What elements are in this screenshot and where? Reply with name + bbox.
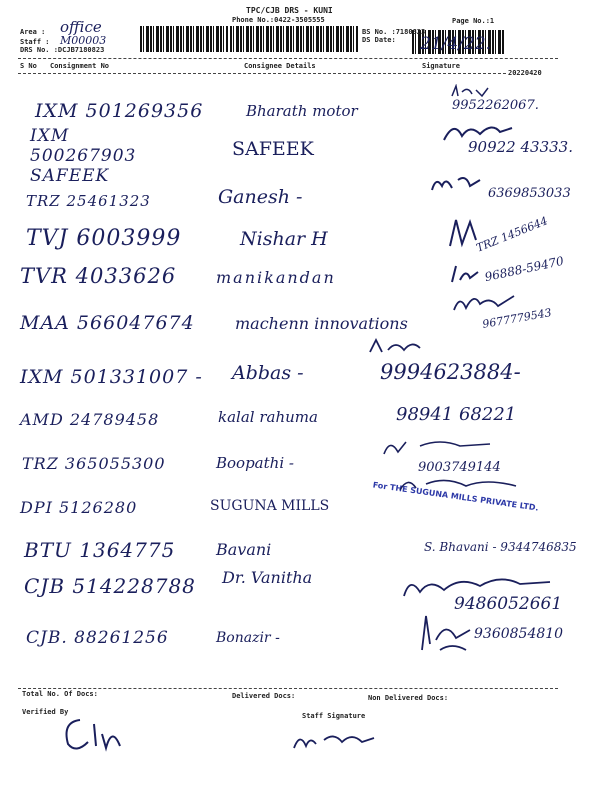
non-delivered-docs-label: Non Delivered Docs:	[368, 694, 449, 702]
signature-scribble	[366, 336, 436, 358]
barcode-middle	[230, 26, 358, 52]
consignee-name: Ganesh -	[218, 186, 303, 208]
consignee-name: SUGUNA MILLS	[210, 498, 330, 514]
drs-number: DRS No. :DCJB7180823	[20, 46, 105, 54]
signature-scribble	[448, 262, 482, 288]
consignment-number: CJB. 88261256	[26, 628, 169, 648]
delivered-docs-label: Delivered Docs:	[232, 692, 296, 700]
signature-scribble	[396, 474, 526, 496]
page-number: Page No.:1	[452, 17, 495, 25]
company-stamp: For THE SUGUNA MILLS PRIVATE LTD.	[372, 480, 540, 513]
signature-scribble	[428, 172, 488, 196]
area-label: Area :	[20, 28, 46, 36]
consignee-name: Bharath motor	[246, 102, 358, 120]
signature-scribble	[440, 118, 520, 144]
footer-divider	[18, 688, 558, 689]
signature-phone: 9952262067.	[452, 98, 539, 113]
signature-phone: 9677779543	[481, 306, 553, 331]
signature-scribble	[446, 216, 482, 252]
signature-phone: 98941 68221	[396, 404, 517, 425]
signature-phone: TRZ 1456644	[474, 214, 550, 255]
signature-scribble	[448, 84, 498, 100]
consignee-name: kalal rahuma	[218, 408, 318, 426]
consignment-number: DPI 5126280	[20, 498, 138, 517]
staff-signature-label: Staff Signature	[302, 712, 366, 720]
area-value: office	[60, 18, 102, 36]
consignment-number: MAA 566047674	[20, 312, 195, 334]
header-divider-bottom	[18, 73, 506, 74]
consignment-number: TVJ 6003999	[26, 226, 182, 251]
consignment-number: IXM 500267903 SAFEEK	[30, 126, 137, 186]
column-signature: Signature	[422, 62, 460, 70]
column-consignee: Consignee Details	[244, 62, 316, 70]
consignee-name: manikandan	[216, 268, 336, 287]
consignee-name: Nishar H	[240, 228, 328, 250]
date-label: DS Date:	[362, 36, 396, 44]
signature-phone: 9994623884-	[380, 360, 521, 384]
signature-phone: 9003749144	[418, 460, 501, 475]
verified-by-label: Verified By	[22, 708, 69, 716]
signature-phone: 6369853033	[488, 186, 571, 201]
staff-signature	[290, 726, 380, 754]
header-divider-top	[18, 58, 558, 59]
consignee-name: Dr. Vanitha	[222, 568, 313, 587]
signature-phone: 9360854810	[474, 626, 564, 642]
consignee-name: Abbas -	[232, 362, 304, 384]
consignee-name: machenn innovations	[235, 314, 408, 333]
signature-phone: 9486052661	[454, 594, 563, 614]
staff-label: Staff :	[20, 38, 50, 46]
print-date: 20220420	[508, 69, 542, 77]
consignment-number: IXM 501331007 -	[20, 366, 203, 388]
signature-scribble	[416, 610, 476, 654]
bs-number: BS No. :7180823	[362, 28, 426, 36]
document-title: TPC/CJB DRS - KUNI	[246, 6, 333, 15]
column-consignment: Consignment No	[50, 62, 110, 70]
consignment-number: TRZ 365055300	[22, 454, 166, 473]
verifier-signature	[58, 706, 128, 756]
signature-phone: 90922 43333.	[468, 138, 573, 156]
consignee-name: Bonazir -	[216, 630, 280, 646]
consignee-name: SAFEEK	[232, 138, 314, 160]
staff-value: M00003	[60, 34, 107, 47]
signature-phone: 96888-59470	[483, 253, 565, 285]
signature-scribble	[380, 436, 500, 460]
phone-number: Phone No.:0422-3505555	[232, 16, 325, 24]
handwritten-date: 21/4/22.	[420, 34, 491, 54]
consignment-number: TVR 4033626	[20, 264, 177, 288]
consignment-number: TRZ 25461323	[26, 192, 151, 210]
consignment-number: IXM 501269356	[35, 100, 204, 122]
consignment-number: BTU 1364775	[24, 538, 176, 562]
consignee-name: Boopathi -	[216, 454, 294, 472]
consignment-number: CJB 514228788	[24, 574, 196, 598]
total-docs-label: Total No. Of Docs:	[22, 690, 98, 698]
signature-scribble	[450, 290, 520, 316]
column-sno: S No	[20, 62, 37, 70]
consignee-name: Bavani	[216, 540, 272, 559]
signature-phone: S. Bhavani - 9344746835	[424, 540, 577, 554]
signature-scribble	[400, 572, 560, 602]
consignment-number: AMD 24789458	[20, 410, 160, 429]
barcode-left	[140, 26, 228, 52]
